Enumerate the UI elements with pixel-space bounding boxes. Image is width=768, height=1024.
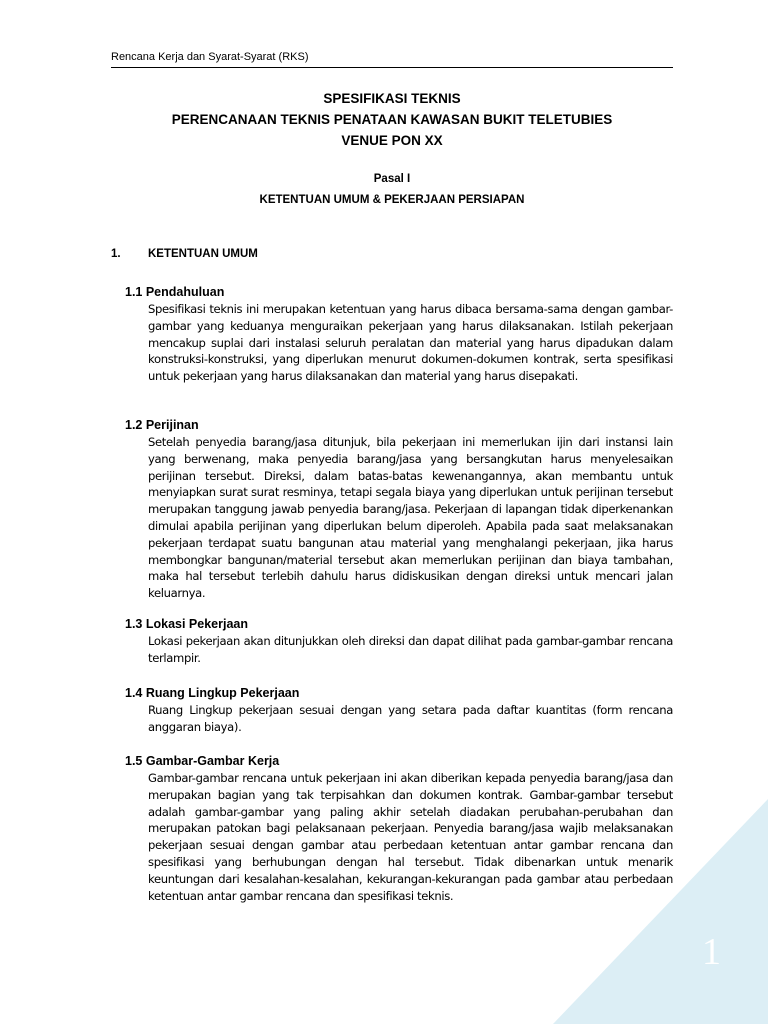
- section-number: 1.: [111, 248, 121, 260]
- header-text: Rencana Kerja dan Syarat-Syarat (RKS): [111, 51, 309, 63]
- document-title: [111, 88, 673, 151]
- pasal-heading: [111, 169, 673, 211]
- pasal-subtitle: KETENTUAN UMUM & PEKERJAAN PERSIAPAN: [259, 194, 525, 206]
- pasal-label: Pasal I: [373, 173, 411, 185]
- subsection-pendahuluan: [125, 284, 673, 385]
- subsection-perijinan: [125, 417, 673, 602]
- page-number: 1: [702, 931, 721, 973]
- section-heading: [111, 248, 673, 260]
- page-corner-decoration: [553, 799, 768, 1024]
- subsection-title: 1.5 Gambar-Gambar Kerja: [125, 754, 280, 768]
- header-rule: [111, 67, 673, 68]
- subsection-title: 1.3 Lokasi Pekerjaan: [125, 617, 248, 631]
- subsection-body: Ruang Lingkup pekerjaan sesuai dengan yang setara pada daftar kuantitas (form rencana anggaran biaya).: [148, 703, 673, 734]
- subsection-title: 1.1 Pendahuluan: [125, 285, 225, 299]
- subsection-lokasi-pekerjaan: [125, 616, 673, 667]
- subsection-body: Spesifikasi teknis ini merupakan ketentuan yang harus dibaca bersama-sama dengan gambar-gambar yang keduanya menguraikan pekerjaan yang harus dilaksanakan. Istilah pekerjaan mencakup suplai dari instalasi seluruh peralatan dan material yang harus dipadukan dalam konstruksi-konstruksi, yang diperlukan menurut dokumen-dokumen kontrak, serta spesifikasi untuk pekerjaan yang harus dilaksanakan dan material yang harus disepakati.: [148, 302, 673, 384]
- title-line-1: SPESIFIKASI TEKNIS: [323, 91, 461, 106]
- subsection-body: Setelah penyedia barang/jasa ditunjuk, bila pekerjaan ini memerlukan ijin dari instansi lain yang berwenang, maka penyedia barang/jasa yang bersangkutan harus menyelesaikan perijinan tersebut. Direksi, dalam batas-batas kewenangannya, akan membantu untuk menyiapkan surat surat resminya, tetapi segala biaya yang diperlukan untuk perijinan tersebut merupakan tanggung jawab penyedia barang/jasa. Pekerjaan di lapangan tidak diperkenankan dimulai apabila perijinan yang diperlukan belum diperoleh. Apabila pada saat melaksanakan pekerjaan terdapat suatu bangunan atau material yang menghalangi pekerjaan, jika harus membongkar bangunan/material tersebut akan memerlukan perijinan dan biaya tambahan, maka hal tersebut terlebih dahulu harus didiskusikan dengan direksi untuk mencari jalan keluarnya.: [148, 435, 673, 601]
- subsection-title: 1.2 Perijinan: [125, 418, 199, 432]
- subsection-title: 1.4 Ruang Lingkup Pekerjaan: [125, 686, 300, 700]
- subsection-body: Lokasi pekerjaan akan ditunjukkan oleh direksi dan dapat dilihat pada gambar-gambar rencana terlampir.: [148, 634, 673, 665]
- subsection-body: Gambar-gambar rencana untuk pekerjaan ini akan diberikan kepada penyedia barang/jasa dan merupakan bagian yang tak terpisahkan dan dokumen kontrak. Gambar-gambar tersebut adalah gambar-gambar yang paling akhir setelah diadakan perubahan-perubahan dan merupakan patokan bagi pelaksanaan pekerjaan. Penyedia barang/jasa wajib melaksanakan pekerjaan sesuai dengan gambar atau perbedaan ketentuan antar gambar rencana dan spesifikasi yang berhubungan dengan hal tersebut. Tidak dibenarkan untuk menarik keuntungan dari kesalahan-kesalahan, kekurangan-kekurangan pada gambar atau perbedaan ketentuan antar gambar rencana dan spesifikasi teknis.: [148, 771, 673, 903]
- subsection-ruang-lingkup: [125, 685, 673, 736]
- section-title: KETENTUAN UMUM: [148, 248, 258, 260]
- title-line-3: VENUE PON XX: [341, 133, 443, 148]
- title-line-2: PERENCANAAN TEKNIS PENATAAN KAWASAN BUKIT TELETUBIES: [171, 112, 613, 127]
